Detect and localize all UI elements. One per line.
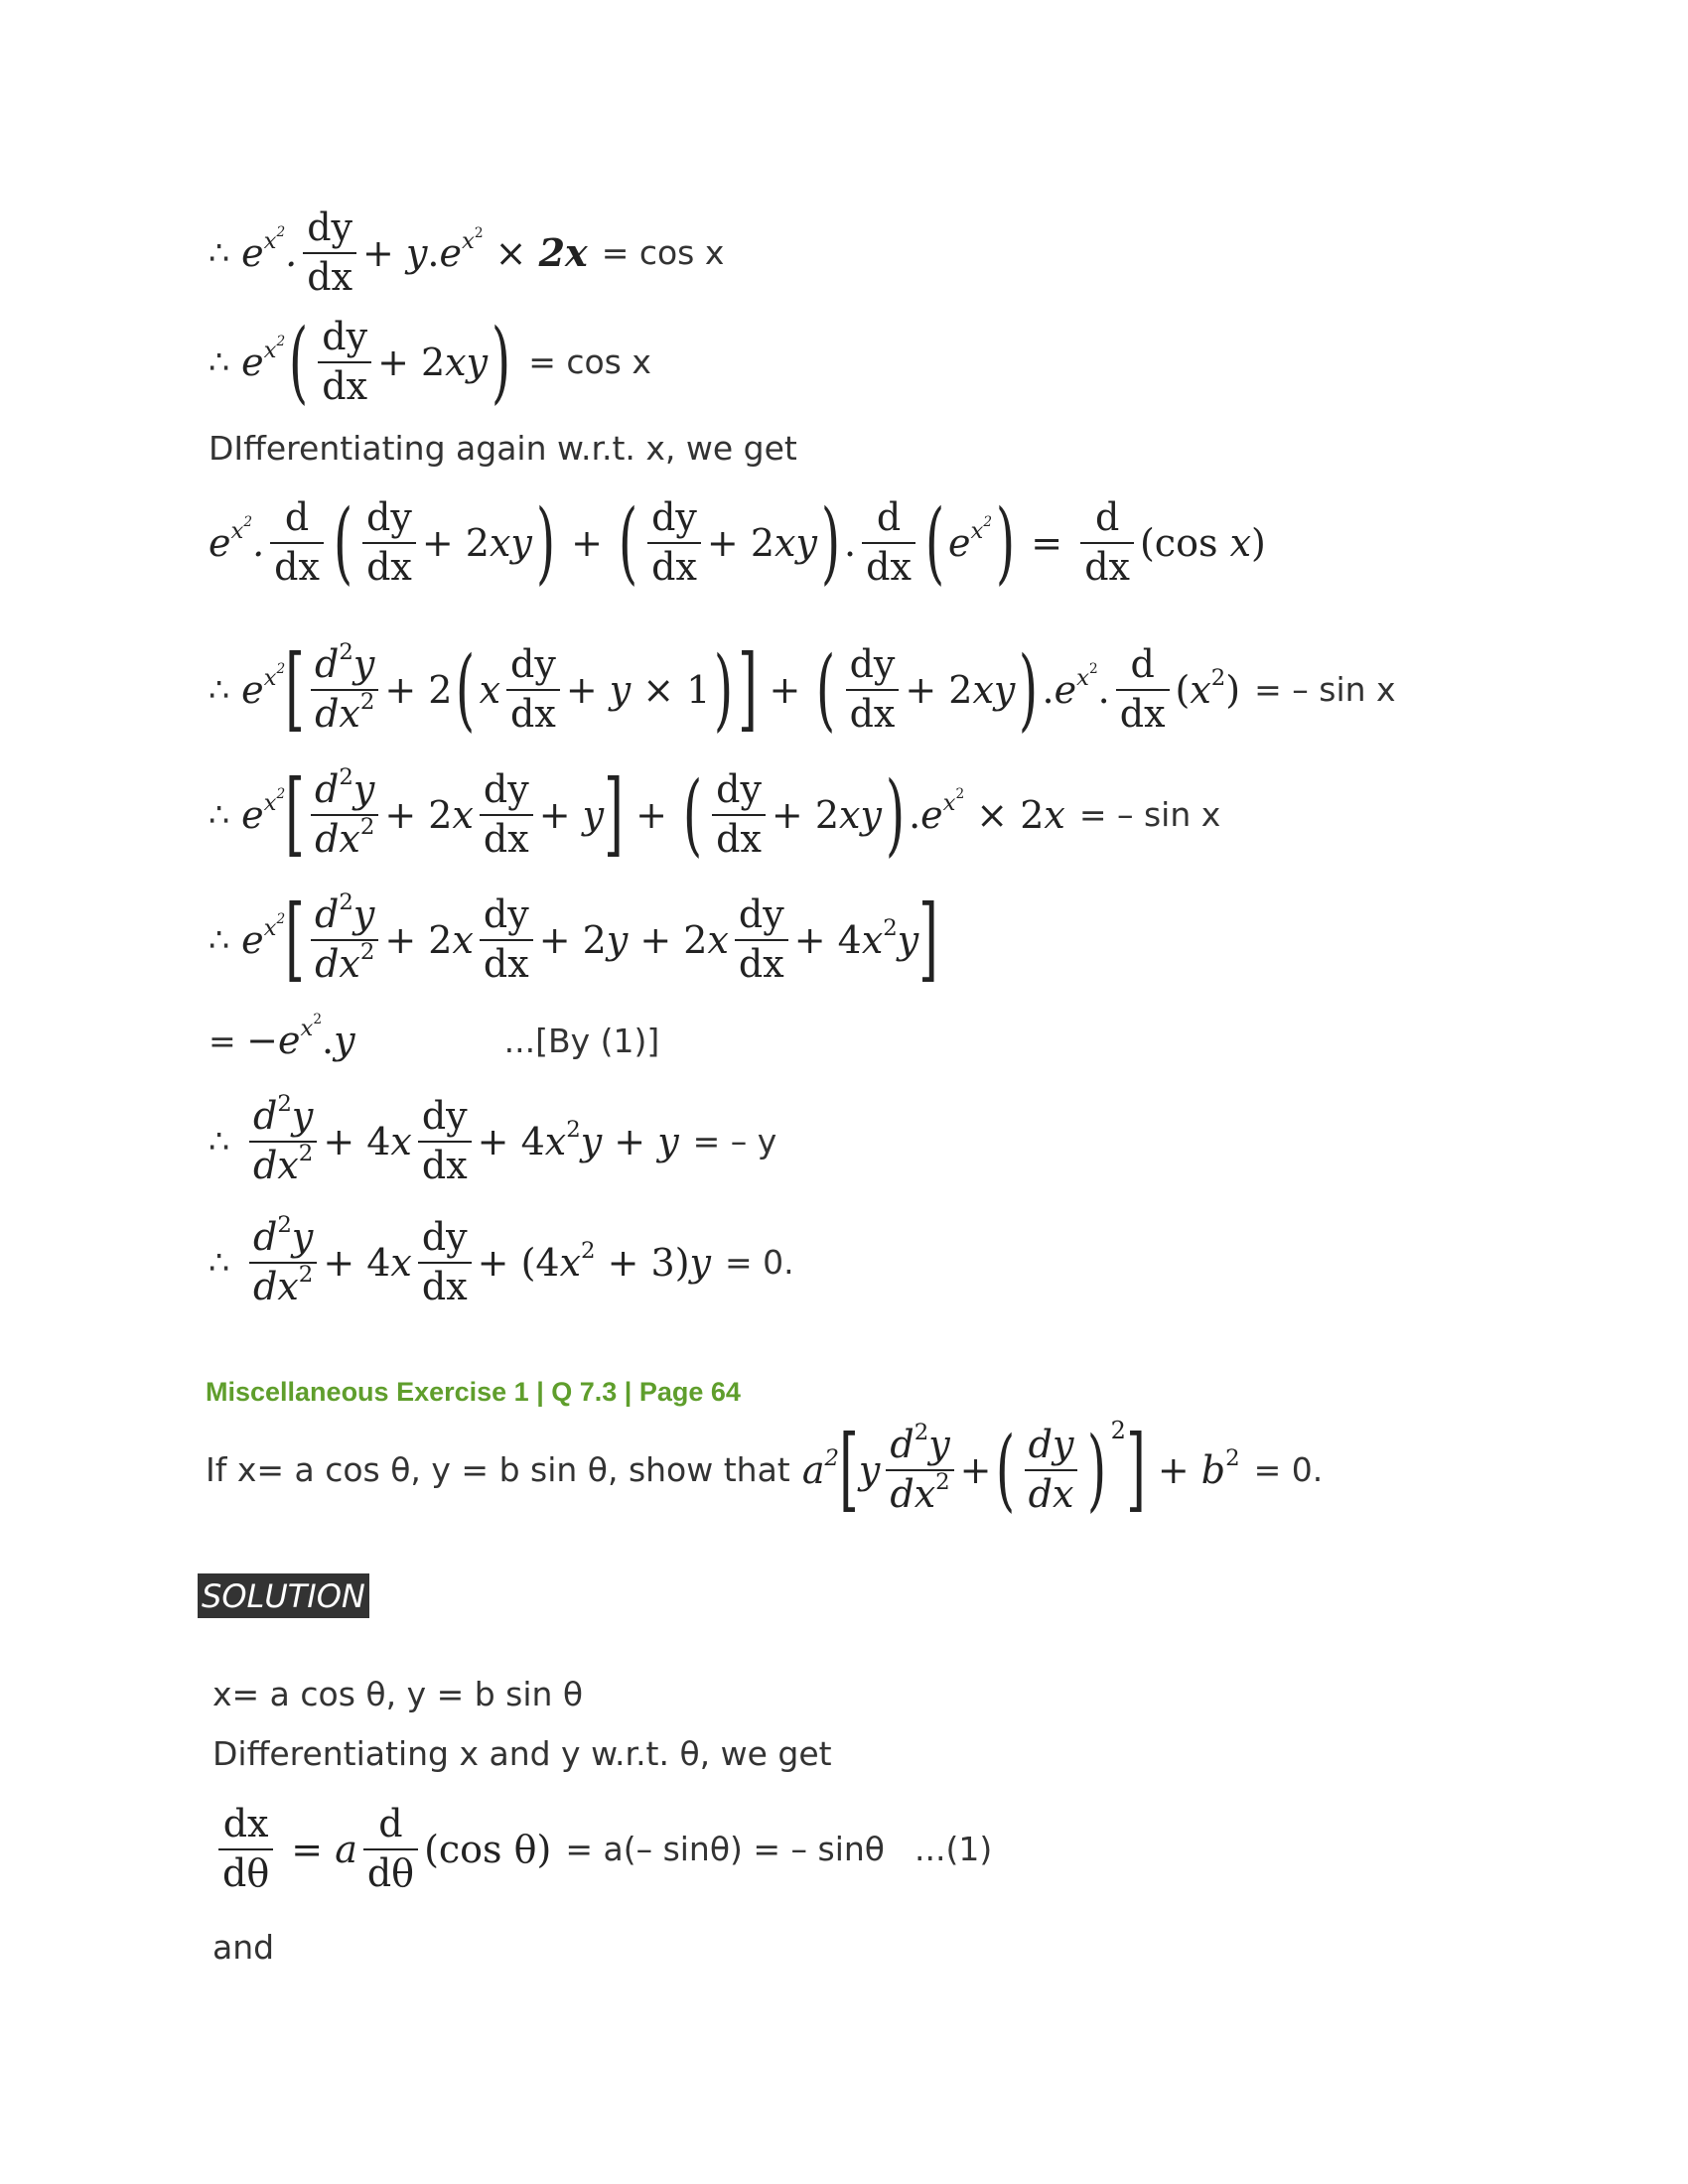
exercise-heading: Miscellaneous Exercise 1 | Q 7.3 | Page 64: [206, 1377, 741, 1407]
math-expression: $e^{x^2}$: [229, 786, 286, 837]
math-expression: (cos θ): [424, 1827, 552, 1871]
equation-rhs: = – sin x: [1078, 795, 1221, 835]
paren-right: ): [535, 490, 556, 596]
paren-left: (: [924, 490, 945, 596]
math-expression: $.e^{x^2}$.: [1042, 661, 1110, 712]
math-expression: + 2xy: [377, 340, 489, 384]
math-expression: + $(4x^2 + 3)y$: [477, 1237, 711, 1285]
math-expression: + 2xy: [421, 520, 532, 565]
bracket-left: [: [285, 760, 305, 868]
bracket-right: ]: [604, 760, 624, 868]
paren-left: (: [456, 637, 476, 743]
equation-line-4: [209, 635, 1396, 743]
math-expression: $e^{x^2}$.: [229, 224, 298, 275]
therefore-symbol: ∴: [209, 795, 229, 835]
math-expression: + 2xy: [706, 520, 817, 565]
bracket-left: [: [285, 635, 305, 743]
math-expression: + 2xy: [905, 667, 1016, 712]
question-text: = 0.: [1253, 1450, 1324, 1490]
math-expression: + 2x: [384, 792, 474, 837]
math-expression: x: [479, 667, 501, 712]
math-expression: $a^2$: [789, 1444, 839, 1492]
math-expression: +: [558, 520, 615, 565]
bracket-right: ]: [918, 886, 939, 993]
fraction-dy-dx: $\frac{dy}{dx}$: [418, 1097, 472, 1186]
paren-left: (: [682, 762, 703, 868]
therefore-symbol: ∴: [209, 670, 229, 710]
fraction-d2y-dx2: $\frac{d^2y}{dx^2}$: [311, 895, 378, 985]
fraction-d-dx: $\frac{d}{dx}$: [1080, 498, 1134, 588]
fraction-dy-dx: $\frac{dy}{dx}$: [1025, 1426, 1078, 1515]
fraction-dy-dx: $\frac{dy}{dx}$: [846, 645, 900, 735]
math-expression: = a: [279, 1827, 357, 1871]
solution-text: x= a cos θ, y = b sin θ: [212, 1675, 584, 1713]
fraction-d2y-dx2: $\frac{d^2y}{dx^2}$: [249, 1218, 317, 1307]
math-expression: +: [624, 792, 679, 837]
math-expression: + 2x: [384, 917, 474, 962]
fraction-d-dx: $\frac{d}{dx}$: [270, 498, 324, 588]
math-expression: $e^{x^2}$: [229, 661, 286, 712]
math-expression: + 2xy: [771, 792, 882, 837]
math-expression: (cos x): [1139, 520, 1266, 565]
equation-rhs: = cos x: [601, 233, 725, 273]
math-expression: + $y.e^{x^2} \times 2x$: [362, 224, 588, 276]
math-expression: $.e^{x^2} \times 2x$: [909, 786, 1065, 837]
therefore-symbol: ∴: [209, 1122, 229, 1161]
solution-text: and: [212, 1928, 275, 1967]
math-expression: $-e^{x^2}.y$: [246, 1012, 355, 1062]
paren-right: ): [1087, 1418, 1107, 1523]
equation-line-8: [209, 1090, 777, 1187]
math-expression: +: [757, 667, 813, 712]
bracket-left: [: [285, 886, 305, 993]
math-expression: + y × 1: [565, 667, 711, 712]
paren-right: ): [885, 762, 906, 868]
equation-rhs: = – y: [692, 1122, 777, 1161]
equation-line-1: [209, 205, 725, 299]
fraction-d-dx: $\frac{d}{dx}$: [862, 498, 915, 588]
fraction-d2y-dx2: $\frac{d^2y}{dx^2}$: [311, 770, 378, 860]
fraction-dy-dx: $\frac{dy}{dx}$: [362, 498, 416, 588]
fraction-dy-dx: $\frac{dy}{dx}$: [480, 895, 533, 985]
math-expression: $e^{x^2}$: [948, 514, 993, 565]
fraction-dy-dx: $\frac{dy}{dx}$: [712, 770, 766, 860]
math-expression: + 2: [384, 667, 453, 712]
solution-label: SOLUTION: [198, 1573, 369, 1618]
equation-line-9: [209, 1211, 794, 1308]
paren-right: ): [491, 310, 511, 415]
paren-left: (: [333, 490, 353, 596]
paren-right: ): [995, 490, 1016, 596]
question-line: [206, 1416, 1324, 1523]
equation-rhs: = 0.: [725, 1243, 794, 1283]
solution-line-2: [212, 1734, 832, 1773]
paren-left: (: [995, 1418, 1015, 1523]
equation-line-6: [209, 886, 939, 993]
paren-left: (: [816, 637, 836, 743]
paren-left: (: [618, 490, 638, 596]
math-expression: + 2y + 2x: [538, 917, 729, 962]
fraction-d-dtheta: $\frac{d}{d\theta}$: [363, 1805, 418, 1894]
solution-text: = a(– sinθ) = – sinθ: [565, 1830, 885, 1869]
reference-tag: ...(1): [914, 1830, 993, 1869]
fraction-dy-dx: $\frac{dy}{dx}$: [735, 895, 788, 985]
paren-right: ): [714, 637, 734, 743]
paren-right: ): [820, 490, 841, 596]
therefore-symbol: ∴: [209, 233, 229, 273]
solution-text: Differentiating x and y w.r.t. θ, we get: [212, 1734, 832, 1773]
text-line: [209, 429, 797, 468]
math-expression: + 4x: [323, 1240, 412, 1285]
equation-line-7: [209, 1012, 660, 1062]
paren-left: (: [289, 310, 309, 415]
math-expression: $(x^2)$: [1175, 664, 1241, 712]
math-expression: =: [209, 1021, 247, 1060]
solution-line-3: [212, 1802, 993, 1895]
equation-rhs: = – sin x: [1254, 670, 1396, 710]
equation-rhs: = cos x: [528, 342, 651, 382]
math-expression: + 4x: [323, 1119, 412, 1163]
math-expression: $e^{x^2}$: [229, 334, 286, 384]
equation-line-3: [209, 490, 1266, 596]
fraction-d-dx: $\frac{d}{dx}$: [1116, 645, 1170, 735]
fraction-dy-dx: $\frac{dy}{dx}$: [303, 208, 356, 298]
fraction-dx-dtheta: $\frac{dx}{d\theta}$: [218, 1805, 273, 1894]
fraction-dy-dx: $\frac{dy}{dx}$: [647, 498, 701, 588]
bracket-right: ]: [737, 635, 758, 743]
equation-line-5: [209, 760, 1221, 868]
fraction-dy-dx: $\frac{dy}{dx}$: [506, 645, 560, 735]
bracket-left: [: [839, 1416, 859, 1523]
fraction-d2y-dx2: $\frac{d^2y}{dx^2}$: [311, 645, 378, 735]
fraction-d2y-dx2: $\frac{d^2y}{dx^2}$: [886, 1426, 953, 1515]
math-expression: + y: [538, 792, 605, 837]
math-expression: y: [858, 1447, 881, 1492]
math-expression: .: [844, 520, 857, 565]
question-text: If x= a cos θ, y = b sin θ, show that: [206, 1450, 790, 1490]
bracket-right: ]: [1125, 1416, 1146, 1523]
solution-line-4: [212, 1928, 274, 1967]
fraction-dy-dx: $\frac{dy}{dx}$: [318, 318, 371, 407]
fraction-dy-dx: $\frac{dy}{dx}$: [418, 1218, 472, 1307]
instruction-text: DIfferentiating again w.r.t. x, we get: [209, 429, 797, 468]
math-expression: 2: [1110, 1416, 1126, 1444]
math-expression: + $4x^2y$: [793, 914, 919, 962]
math-expression: $e^{x^2}$.: [209, 514, 265, 565]
therefore-symbol: ∴: [209, 920, 229, 960]
math-expression: $e^{x^2}$: [229, 911, 286, 962]
math-expression: =: [1019, 520, 1075, 565]
fraction-dy-dx: $\frac{dy}{dx}$: [480, 770, 533, 860]
solution-line-1: [212, 1675, 583, 1713]
therefore-symbol: ∴: [209, 1243, 229, 1283]
paren-right: ): [1019, 637, 1039, 743]
math-expression: +: [959, 1447, 992, 1492]
math-expression: + $4x^2y + y$: [477, 1116, 679, 1163]
math-expression: + $b^2$: [1145, 1444, 1240, 1492]
therefore-symbol: ∴: [209, 342, 229, 382]
reference-tag: ...[By (1)]: [503, 1021, 660, 1060]
equation-line-2: [209, 310, 651, 415]
fraction-d2y-dx2: $\frac{d^2y}{dx^2}$: [249, 1097, 317, 1186]
